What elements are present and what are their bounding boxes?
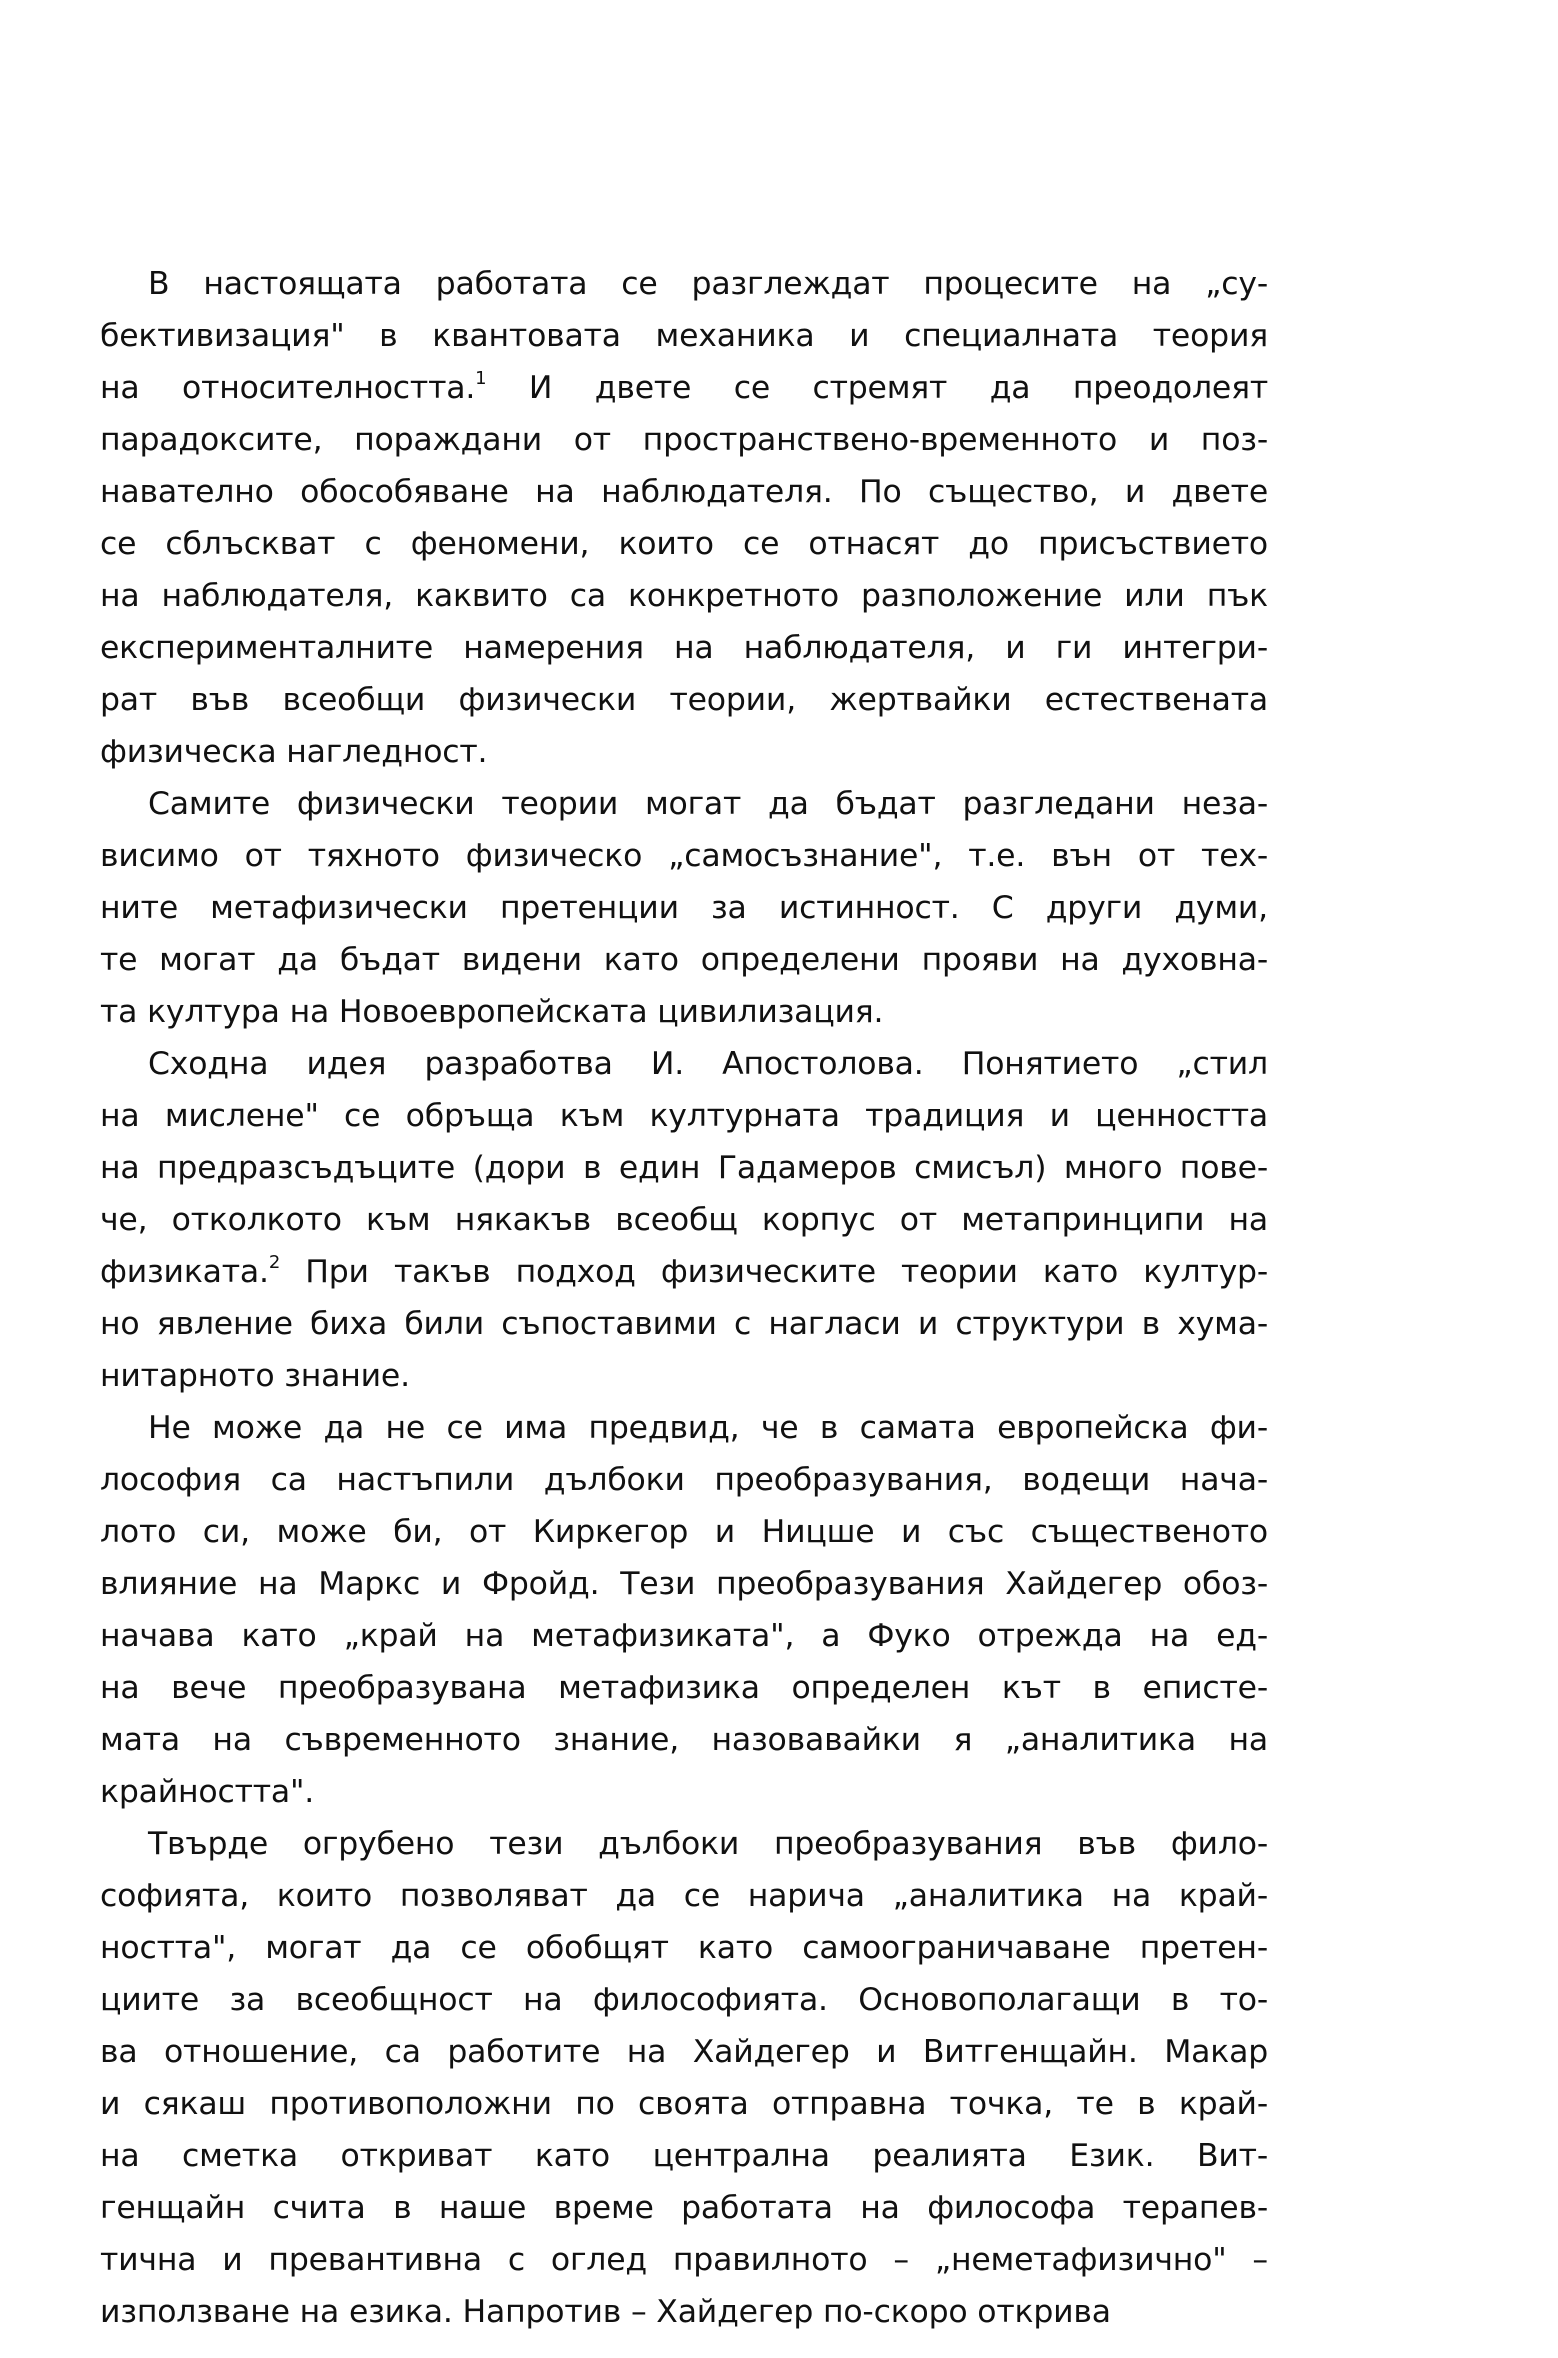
text-line: циите за всеобщност на философията. Основополагащи в то- [100,1982,1268,2018]
text-line: крайността". [100,1774,315,1810]
text-line: на вече преобразувана метафизика определен кът в епистe- [100,1670,1268,1706]
text-line: генщайн счита в наше време работата на философа терапев- [100,2190,1268,2226]
paragraph-3 [100,1038,1268,1402]
text-line: лософия са настъпили дълбоки преобразувания, водещи нача- [100,1462,1268,1498]
text-line: Сходна идея разработва И. Апостолова. Понятието „стил [148,1046,1268,1082]
text-line: използване на езика. Напротив – Хайдегер по-скоро открива [100,2294,1111,2330]
text-line: мата на съвременното знание, назовавайки я „аналитика на [100,1722,1268,1758]
paragraph-1 [100,258,1268,778]
text-line: нитарното знание. [100,1358,410,1394]
text-line: Не може да не се има предвид, че в самата европейска фи- [148,1410,1268,1446]
paragraph-5 [100,1818,1268,2338]
text-line: но явление биха били съпоставими с нагласи и структури в хума- [100,1306,1268,1342]
text-line: на сметка откриват като централна реалията Език. Вит- [100,2138,1268,2174]
text-line: ва отношение, са работите на Хайдегер и Витгенщайн. Макар [100,2034,1268,2070]
footnote-marker-1[interactable]: 1 [475,368,487,389]
text-line: и сякаш противоположни по своята отправна точка, те в край- [100,2086,1268,2122]
text-line: висимо от тяхното физическо „самосъзнание", т.е. вън от тех- [100,838,1268,874]
text-line: експерименталните намерения на наблюдателя, и ги интегри- [100,630,1268,666]
paragraph-4 [100,1402,1268,1818]
text-line: софията, които позволяват да се нарича „аналитика на край- [100,1878,1268,1914]
text-line [100,362,1268,414]
text-line: на мислене" се обръща към културната традиция и ценността [100,1098,1268,1134]
text-line: че, отколкото към някакъв всеобщ корпус от метапринципи на [100,1202,1268,1238]
text-line: Самите физически теории могат да бъдат разгледани неза- [148,786,1268,822]
text-line [100,1246,1268,1298]
text-line: те могат да бъдат видени като определени прояви на духовна- [100,942,1268,978]
text-line: Твърде огрубено тези дълбоки преобразувания във фило- [148,1826,1268,1862]
paragraph-2 [100,778,1268,1038]
text-line: лото си, може би, от Киркегор и Ницше и със същественото [100,1514,1268,1550]
text-line: начава като „край на метафизиката", а Фуко отрежда на ед- [100,1618,1268,1654]
text-line: на наблюдателя, каквито са конкретното разположение или пък [100,578,1268,614]
text-line: В настоящата работата се разглеждат процесите на „су- [148,266,1268,302]
text-line: на предразсъдъците (дори в един Гадамеров смисъл) много пове- [100,1150,1268,1186]
text-line: физическа нагледност. [100,734,488,770]
text-line: рат във всеобщи физически теории, жертвайки естествената [100,682,1268,718]
text-fragment: И двете се стремят да преодолеят [486,370,1268,406]
footnote-marker-2[interactable]: 2 [268,1252,281,1273]
text-line: та култура на Новоевропейската цивилизация. [100,994,884,1030]
text-line: бективизация" в квантовата механика и специалната теория [100,318,1268,354]
text-line: тична и превантивна с оглед правилното – „неметафизично" – [100,2242,1268,2278]
text-line: се сблъскват с феномени, които се отнасят до присъствието [100,526,1268,562]
text-line: влияние на Маркс и Фройд. Тези преобразувания Хайдегер обоз- [100,1566,1268,1602]
text-fragment: физиката. [100,1254,269,1290]
text-line: парадоксите, пораждани от пространствено-временното и поз- [100,422,1268,458]
text-line: ните метафизически претенции за истинност. С други думи, [100,890,1268,926]
text-fragment: При такъв подход физическите теории като култур- [280,1254,1268,1290]
text-line: ността", могат да се обобщят като самоограничаване претен- [100,1930,1268,1966]
text-line: навателно обособяване на наблюдателя. По същество, и двете [100,474,1268,510]
body-text [100,258,1268,2338]
text-fragment: на относителността. [100,370,476,406]
